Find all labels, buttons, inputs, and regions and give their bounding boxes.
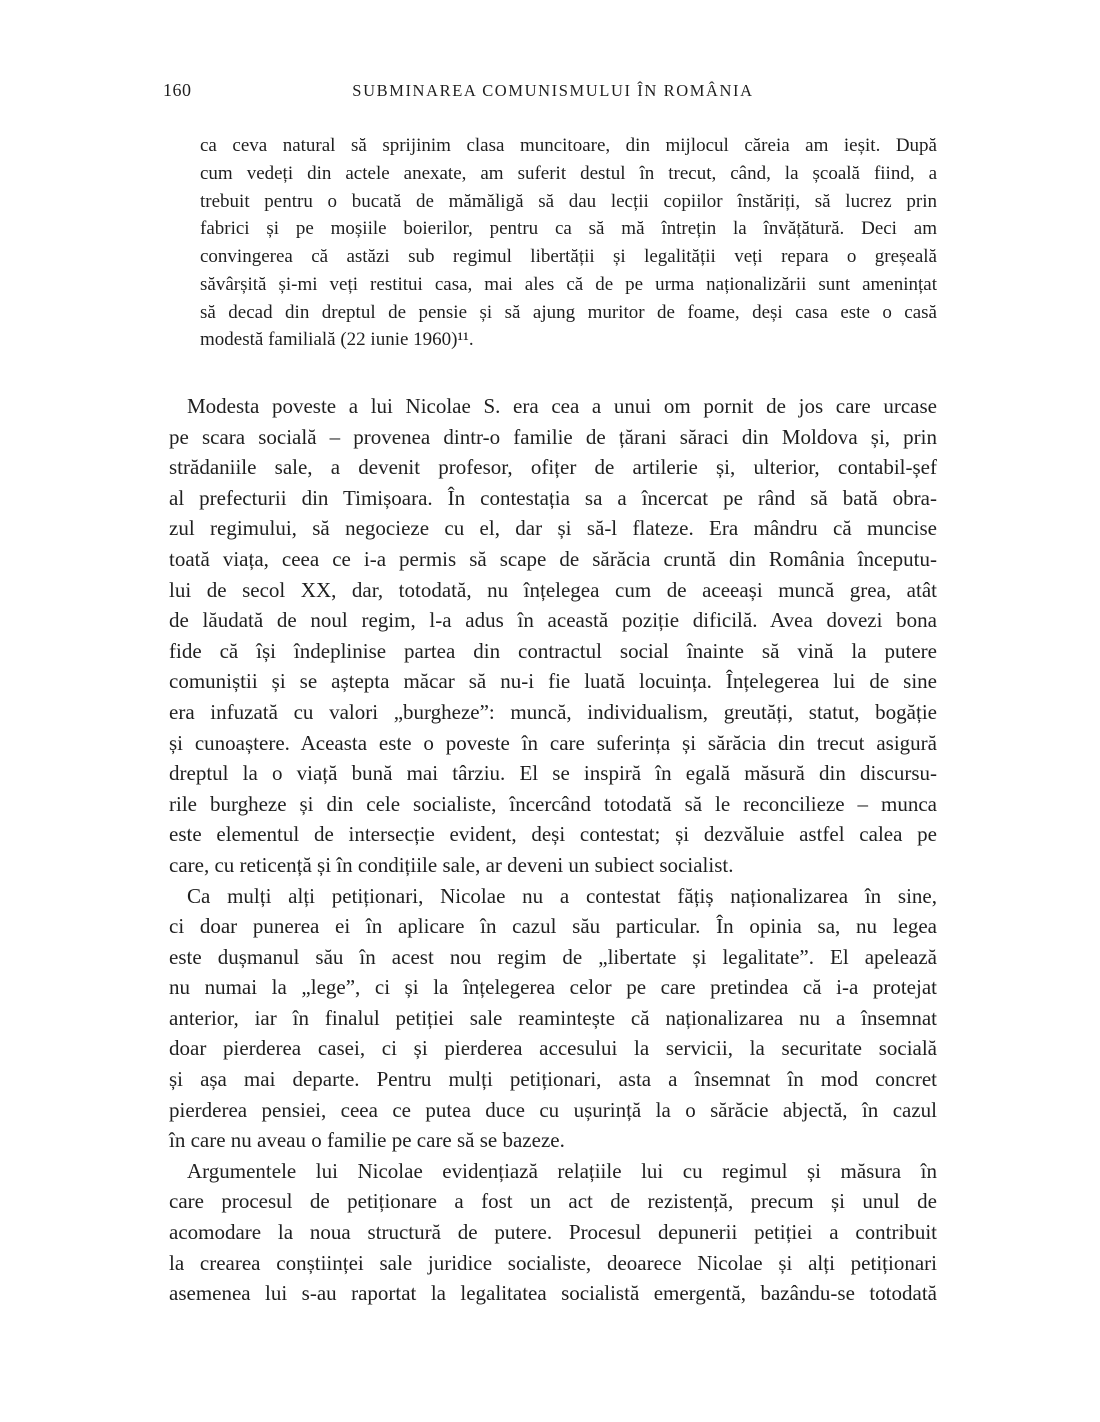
text-line: fabrici și pe moșiile boierilor, pentru ca să mă întrețin la învățătură. Deci am <box>200 218 937 240</box>
text-line: toată viața, ceea ce i-a permis să scape de sărăcia cruntă din România începutu- <box>169 546 937 571</box>
text-line: lui de secol XX, dar, totodată, nu înțelegea cum de aceeași muncă grea, atât <box>169 577 937 602</box>
text-line: și așa mai departe. Pentru mulți petiționari, asta a însemnat în mod concret <box>169 1067 937 1092</box>
text-line: modestă familială (22 iunie 1960)¹¹. <box>200 329 474 351</box>
text-line: dreptul la o viață bună mai târziu. El se inspiră în egală măsură din discursu- <box>169 761 937 786</box>
text-line: era infuzată cu valori „burgheze”: muncă, individualism, greutăți, statut, bogăție <box>169 699 937 724</box>
text-line: asemenea lui s-au raportat la legalitatea socialistă emergentă, bazându-se totodată <box>169 1281 937 1306</box>
text-line: comuniștii și se aștepta măcar să nu-i fie luată locuința. Înțelegerea lui de sine <box>169 669 937 694</box>
text-line: Modesta poveste a lui Nicolae S. era cea a unui om pornit de jos care urcase <box>187 394 937 418</box>
text-line: ci doar punerea ei în aplicare în cazul său particular. În opinia sa, nu legea <box>169 914 937 939</box>
block-quote <box>200 132 937 354</box>
text-line: trebuit pentru o bucată de mămăligă să dau lecții copiilor înstăriți, să lucrez prin <box>200 190 937 212</box>
text-line: rile burgheze și din cele socialiste, încercând totodată să le reconcilieze – munca <box>169 791 937 816</box>
paragraph <box>200 132 937 354</box>
text-line: în care nu aveau o familie pe care să se bazeze. <box>169 1128 565 1153</box>
text-line: și cunoaștere. Aceasta este o poveste în care suferința și sărăcia din trecut asigură <box>169 730 937 755</box>
page-number: 160 <box>163 80 192 100</box>
text-line: la crearea conștiinței sale juridice socialiste, deoarece Nicolae și alți petiționari <box>169 1250 937 1275</box>
text-line: acomodare la noua structură de putere. Procesul depunerii petiției a contribuit <box>169 1220 937 1245</box>
running-title: SUBMINAREA COMUNISMULUI ÎN ROMÂNIA <box>352 81 754 100</box>
text-line: fide că își îndeplinise partea din contractul social înainte să vină la putere <box>169 638 937 663</box>
text-line: cum vedeți din actele anexate, am suferit destul în trecut, când, la școală fiind, a <box>200 162 937 184</box>
text-line: de lăudată de noul regim, l-a adus în această poziție dificilă. Avea dovezi bona <box>169 608 937 633</box>
text-line: anterior, iar în finalul petiției sale reamintește că naționalizarea nu a însemnat <box>169 1005 937 1030</box>
page-header <box>163 80 937 102</box>
text-block <box>163 80 937 1309</box>
text-line: Ca mulți alți petiționari, Nicolae nu a contestat fățiș naționalizarea în sine, <box>187 883 937 908</box>
text-line: strădaniile sale, a devenit profesor, ofițer de artilerie și, ulterior, contabil-șef <box>169 455 937 480</box>
text-line: pierderea pensiei, ceea ce putea duce cu ușurință la o sărăcie abjectă, în cazul <box>169 1097 937 1122</box>
text-line: convingerea că astăzi sub regimul libertății și legalității veți repara o greșeală <box>200 246 937 267</box>
text-line: care, cu reticență și în condițiile sale, ar deveni un subiect socialist. <box>169 852 734 877</box>
text-line: Argumentele lui Nicolae evidențiază relațiile lui cu regimul și măsura în <box>187 1158 937 1183</box>
text-line: să decad din dreptul de pensie și să ajung muritor de foame, deși casa este o casă <box>200 301 937 323</box>
paragraph <box>169 391 937 881</box>
text-line: nu numai la „lege”, ci și la înțelegerea celor pe care pretindea că i-a protejat <box>169 975 937 1000</box>
text-line: săvârșită și-mi veți restitui casa, mai ales că de pe urma naționalizării sunt amenințat <box>200 273 937 295</box>
text-line: este elementul de intersecție evident, deși contestat; și dezvăluie astfel calea pe <box>169 822 937 847</box>
text-line: este dușmanul său în acest nou regim de „libertate și legalitate”. El apelează <box>169 944 937 969</box>
paragraph <box>169 1156 937 1309</box>
text-line: care procesul de petiționare a fost un act de rezistență, precum și unul de <box>169 1189 937 1214</box>
text-line: doar pierderea casei, ci și pierderea accesului la servicii, la securitate socială <box>169 1036 937 1061</box>
text-line: zul regimului, să negocieze cu el, dar și să-l flateze. Era mândru că muncise <box>169 516 937 541</box>
paragraph <box>169 881 937 1156</box>
text-line: pe scara socială – provenea dintr-o familie de țărani săraci din Moldova și, prin <box>169 424 937 449</box>
text-line: ca ceva natural să sprijinim clasa muncitoare, din mijlocul căreia am ieșit. După <box>200 135 937 156</box>
body-paragraphs <box>169 391 937 1309</box>
text-line: al prefecturii din Timișoara. În contestația sa a încercat pe rând să bată obra- <box>169 485 937 510</box>
